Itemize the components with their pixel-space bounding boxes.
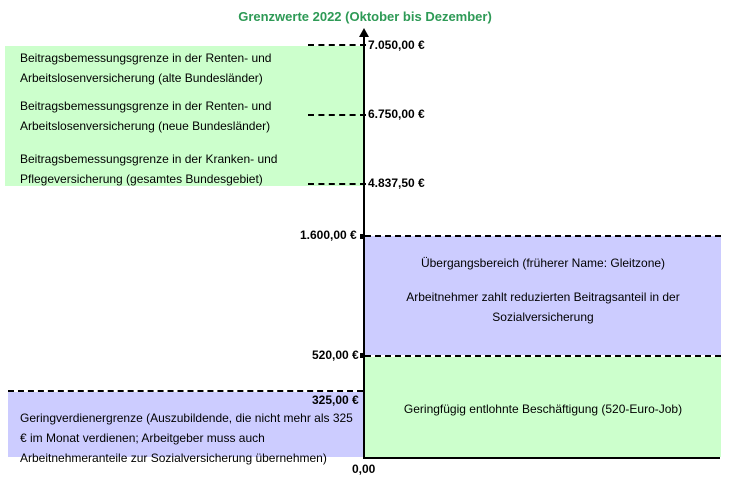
marker-4837 [308,183,366,185]
axis-arrow-icon [359,28,369,37]
horizontal-axis [363,457,720,459]
marker-7050 [308,44,366,46]
value-1600: 1.600,00 € [300,228,357,242]
value-4837: 4.837,50 € [368,176,425,190]
ceiling-label-old-states: Beitragsbemessungsgrenze in der Renten- und Arbeitslosenversicherung (alte Bundesländer) [20,51,272,85]
vertical-axis [363,32,365,458]
minijob-zone-label: Geringfügig entlohnte Beschäftigung (520-Euro-Job) [403,402,683,416]
ceiling-label-new-states: Beitragsbemessungsgrenze in der Renten- und Arbeitslosenversicherung (neue Bundesländer) [20,99,272,133]
ceiling-label-health-care: Beitragsbemessungsgrenze in der Kranken- und Pflegeversicherung (gesamtes Bundesgebiet) [20,152,278,186]
transition-zone-title: Übergangsbereich (früherer Name: Gleitzone) [420,256,666,270]
origin-label: 0,00 [352,462,376,476]
transition-zone-description: Arbeitnehmer zahlt reduzierten Beitragsanteil in der Sozialversicherung [406,290,680,324]
value-520: 520,00 € [312,348,359,362]
value-325: 325,00 € [312,393,359,407]
marker-6750 [308,114,366,116]
low-earner-description: Geringverdienergrenze (Auszubildende, die nicht mehr als 325 € im Monat verdienen; Arbeitgeber muss auch Arbeitnehmeranteile zur Sozialversicherung übernehmen) [20,411,353,465]
chart-title: Grenzwerte 2022 (Oktober bis Dezember) [238,9,492,24]
marker-1600 [365,235,721,237]
value-6750: 6.750,00 € [368,107,425,121]
value-7050: 7.050,00 € [368,38,425,52]
